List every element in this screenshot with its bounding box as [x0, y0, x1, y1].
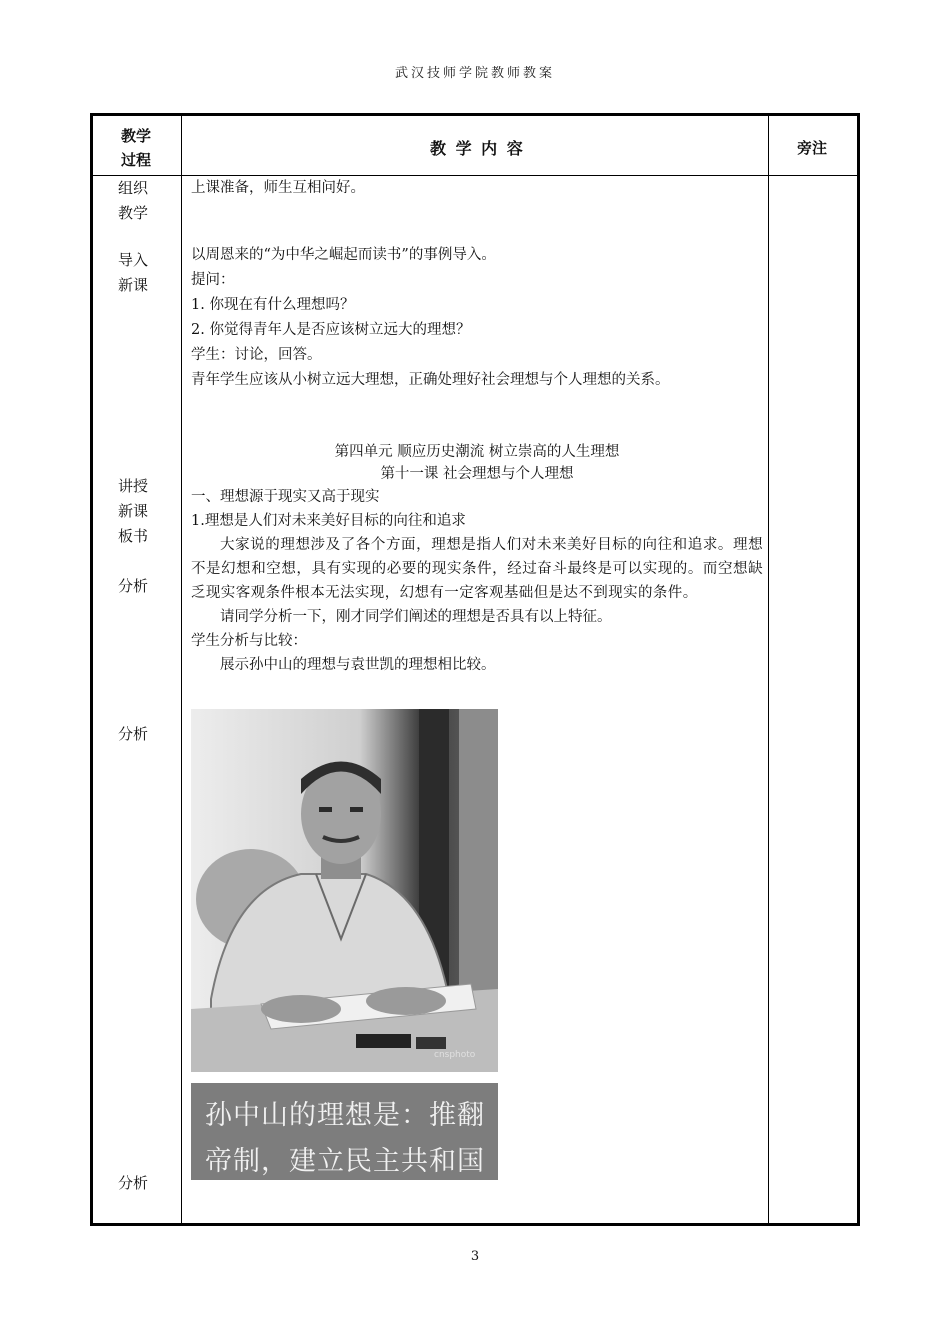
caption-line: 孙中山的理想是：推翻 [205, 1100, 485, 1131]
table-divider [768, 116, 769, 1223]
header-note: 旁注 [797, 139, 828, 157]
comparison-note: 展示孙中山的理想与袁世凯的理想相比较。 [220, 657, 496, 673]
intro-block [191, 243, 763, 393]
caption-line: 帝制，建立民主共和国 [205, 1146, 485, 1177]
intro-line: 学生：讨论，回答。 [191, 347, 322, 363]
page-number: 3 [470, 1249, 480, 1264]
intro-line: 以周恩来的“为中华之崛起而读书”的事例导入。 [191, 247, 496, 263]
page-header: 武汉技师学院教师教案 [394, 66, 555, 81]
process-organize: 组织 教学 [118, 179, 149, 222]
intro-line: 1. 你现在有什么理想吗？ [191, 297, 355, 313]
discussion-prompt: 请同学分析一下，刚才同学们阐述的理想是否具有以上特征。 [220, 609, 612, 625]
image-caption [191, 1083, 498, 1180]
unit-title: 第四单元 顺应历史潮流 树立崇高的人生理想 [334, 444, 620, 460]
intro-line: 青年学生应该从小树立远大理想，正确处理好社会理想与个人理想的关系。 [191, 372, 670, 388]
process-analysis: 分析 [118, 1174, 149, 1192]
sun-yat-sen-photo [191, 709, 498, 1072]
header-content: 教 学 内 容 [430, 139, 525, 158]
intro-line: 提问： [191, 272, 235, 288]
section-heading: 一、理想源于现实又高于现实 [191, 489, 380, 505]
student-activity: 学生分析与比较： [191, 633, 307, 649]
definition-paragraph: 大家说的理想涉及了各个方面，理想是指人们对未来美好目标的向往和追求。理想不是幻想和空想，具有实现的必要的现实条件，经过奋斗最终是可以实现的。而空想缺乏现实客观条件根本无法实现，幻想有一定客观基础但是达不到现实的条件。 [191, 537, 763, 601]
greeting-text: 上课准备，师生互相问好。 [191, 180, 365, 196]
intro-line: 2. 你觉得青年人是否应该树立远大的理想？ [191, 322, 471, 338]
portrait-illustration [191, 709, 498, 1072]
process-analysis: 分析 [118, 725, 149, 743]
process-intro: 导入 新课 [118, 251, 149, 294]
process-analysis: 分析 [118, 577, 149, 595]
point-heading: 1.理想是人们对未来美好目标的向往和追求 [191, 513, 466, 529]
lesson-block [191, 441, 763, 677]
table-divider [181, 116, 182, 1223]
photo-watermark: cnsphoto [434, 1050, 476, 1060]
header-process: 教学 过程 [121, 127, 152, 169]
process-teach: 讲授 新课 板书 [118, 477, 149, 545]
lesson-title: 第十一课 社会理想与个人理想 [380, 466, 574, 482]
